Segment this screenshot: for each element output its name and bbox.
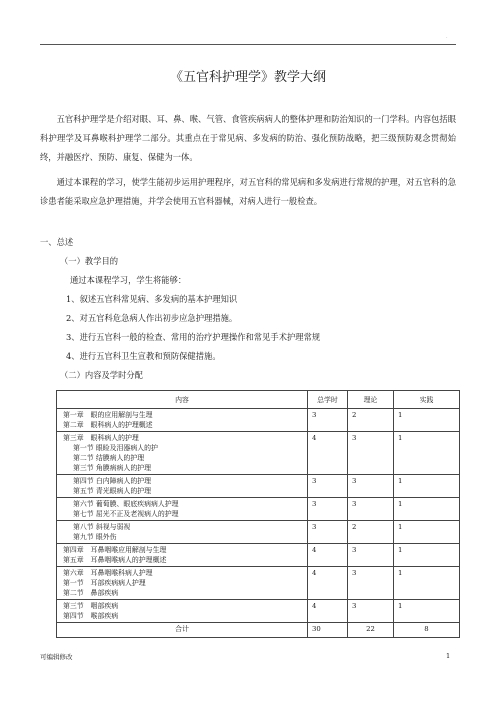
goal-item: 4、进行五官科卫生宣教和预防保健措施。: [66, 351, 221, 361]
row-practice: 1: [394, 567, 460, 600]
table-row: [57, 432, 460, 475]
row-practice: 1: [394, 409, 460, 432]
chapter-item: 第一节 耳部疾病病人护理: [63, 579, 146, 587]
row-total-hours: 4: [308, 567, 348, 600]
table-row: [57, 409, 460, 432]
chapter-item: 第三节 咽部疾病: [63, 602, 119, 610]
subsection-heading-goals: （一）教学目的: [60, 256, 119, 266]
row-content: [57, 409, 308, 432]
chapter-item: 第五章 耳鼻咽喉病人的护理概述: [63, 556, 167, 564]
chapter-item: 第二节 结膜病人的护理: [73, 454, 145, 462]
header-mark: .: [446, 34, 448, 40]
chapter-item: 第一节 眼睑及泪器病人的护: [73, 444, 158, 452]
row-practice: 1: [394, 498, 460, 521]
chapter-item: 第四节 喉部疾病: [63, 612, 119, 620]
table-header-row: [57, 391, 460, 409]
chapter-item: 第八节 斜视与弱视: [73, 523, 131, 531]
header-content: 内容: [57, 391, 308, 409]
row-total-hours: 4: [308, 600, 348, 623]
total-label: 合计: [57, 623, 308, 638]
goals-intro: 通过本课程学习，学生将能够：: [70, 275, 187, 285]
header-rule: [40, 44, 456, 45]
header-theory: 理论: [348, 391, 394, 409]
footer-note: 可编辑修改: [40, 653, 73, 661]
chapter-item: 第三节 角膜病病人的护理: [73, 464, 151, 472]
row-practice: 1: [394, 544, 460, 567]
chapter-item: 第四章 耳鼻咽喉应用解剖与生理: [63, 546, 167, 554]
row-total-hours: 3: [308, 475, 348, 498]
row-content: [57, 498, 308, 521]
table-row: [57, 498, 460, 521]
row-theory: 3: [348, 600, 394, 623]
table-row: [57, 521, 460, 544]
row-total-hours: 3: [308, 521, 348, 544]
document-title: 《五官科护理学》教学大纲: [169, 70, 326, 85]
page-number: 1: [446, 652, 451, 660]
row-practice: 1: [394, 600, 460, 623]
goal-item: 1、叙述五官科常见病、多发病的基本护理知识: [66, 294, 238, 304]
table-row: [57, 475, 460, 498]
goal-item: 2、对五官科危急病人作出初步应急护理措施。: [66, 313, 238, 323]
chapter-item: 第九节 眼外伤: [73, 533, 117, 541]
row-content: [57, 544, 308, 567]
chapter-item: 第二章 眼科病人的护理概述: [63, 421, 153, 429]
row-total-hours: 3: [308, 498, 348, 521]
row-theory: 3: [348, 475, 394, 498]
table-row: [57, 544, 460, 567]
row-total-hours: 4: [308, 544, 348, 567]
chapter-item: 第五节 青光眼病人的护理: [73, 487, 151, 495]
row-practice: 1: [394, 432, 460, 475]
chapter-item: 第三章 眼科病人的护理: [63, 434, 139, 442]
header-total-hours: 总学时: [308, 391, 348, 409]
table-row: [57, 600, 460, 623]
row-practice: 1: [394, 521, 460, 544]
row-theory: 3: [348, 432, 394, 475]
row-theory: 3: [348, 567, 394, 600]
row-content: [57, 475, 308, 498]
row-practice: 1: [394, 475, 460, 498]
total-hours: 30: [308, 623, 348, 638]
row-total-hours: 4: [308, 432, 348, 475]
row-theory: 3: [348, 544, 394, 567]
chapter-item: 第二节 鼻部疾病: [63, 589, 119, 597]
row-total-hours: 3: [308, 409, 348, 432]
row-theory: 2: [348, 409, 394, 432]
intro-paragraph-1: 五官科护理学是介绍对眼、耳、鼻、喉、气管、食管疾病病人的整体护理和防治知识的一门学科。内容包括眼科护理学及耳鼻喉科护理学二部分。其重点在于常见病、多发病的防治、强化预防战略，把三级预防观念贯彻始终，并融医疗、预防、康复、保健为一体。: [40, 114, 456, 162]
row-content: [57, 521, 308, 544]
chapter-item: 第一章 眼的应用解剖与生理: [63, 411, 153, 419]
hours-table: [56, 390, 460, 638]
subsection-heading-hours: （二）内容及学时分配: [60, 370, 143, 380]
total-theory: 22: [348, 623, 394, 638]
row-content: [57, 432, 308, 475]
chapter-item: 第四节 白内障病人的护理: [73, 477, 151, 485]
header-practice: 实践: [394, 391, 460, 409]
chapter-item: 第七节 屈光不正及老视病人的护理: [73, 510, 179, 518]
row-theory: 2: [348, 521, 394, 544]
total-practice: 8: [394, 623, 460, 638]
table-total-row: [57, 623, 460, 638]
table-row: [57, 567, 460, 600]
goal-item: 3、进行五官科一般的检查、常用的治疗护理操作和常见手术护理常规: [66, 332, 321, 342]
chapter-item: 第六章 耳鼻咽喉科病人护理: [63, 569, 153, 577]
row-theory: 3: [348, 498, 394, 521]
row-content: [57, 600, 308, 623]
intro-paragraph-2: 通过本课程的学习，使学生能初步运用护理程序，对五官科的常见病和多发病进行常规的护理，对五官科的急诊患者能采取应急护理措施，并学会使用五官科器械，对病人进行一般检查。: [40, 177, 456, 206]
row-content: [57, 567, 308, 600]
section-heading: 一、总述: [40, 237, 74, 247]
chapter-item: 第六节 葡萄膜、眼底疾病病人护理: [73, 500, 179, 508]
